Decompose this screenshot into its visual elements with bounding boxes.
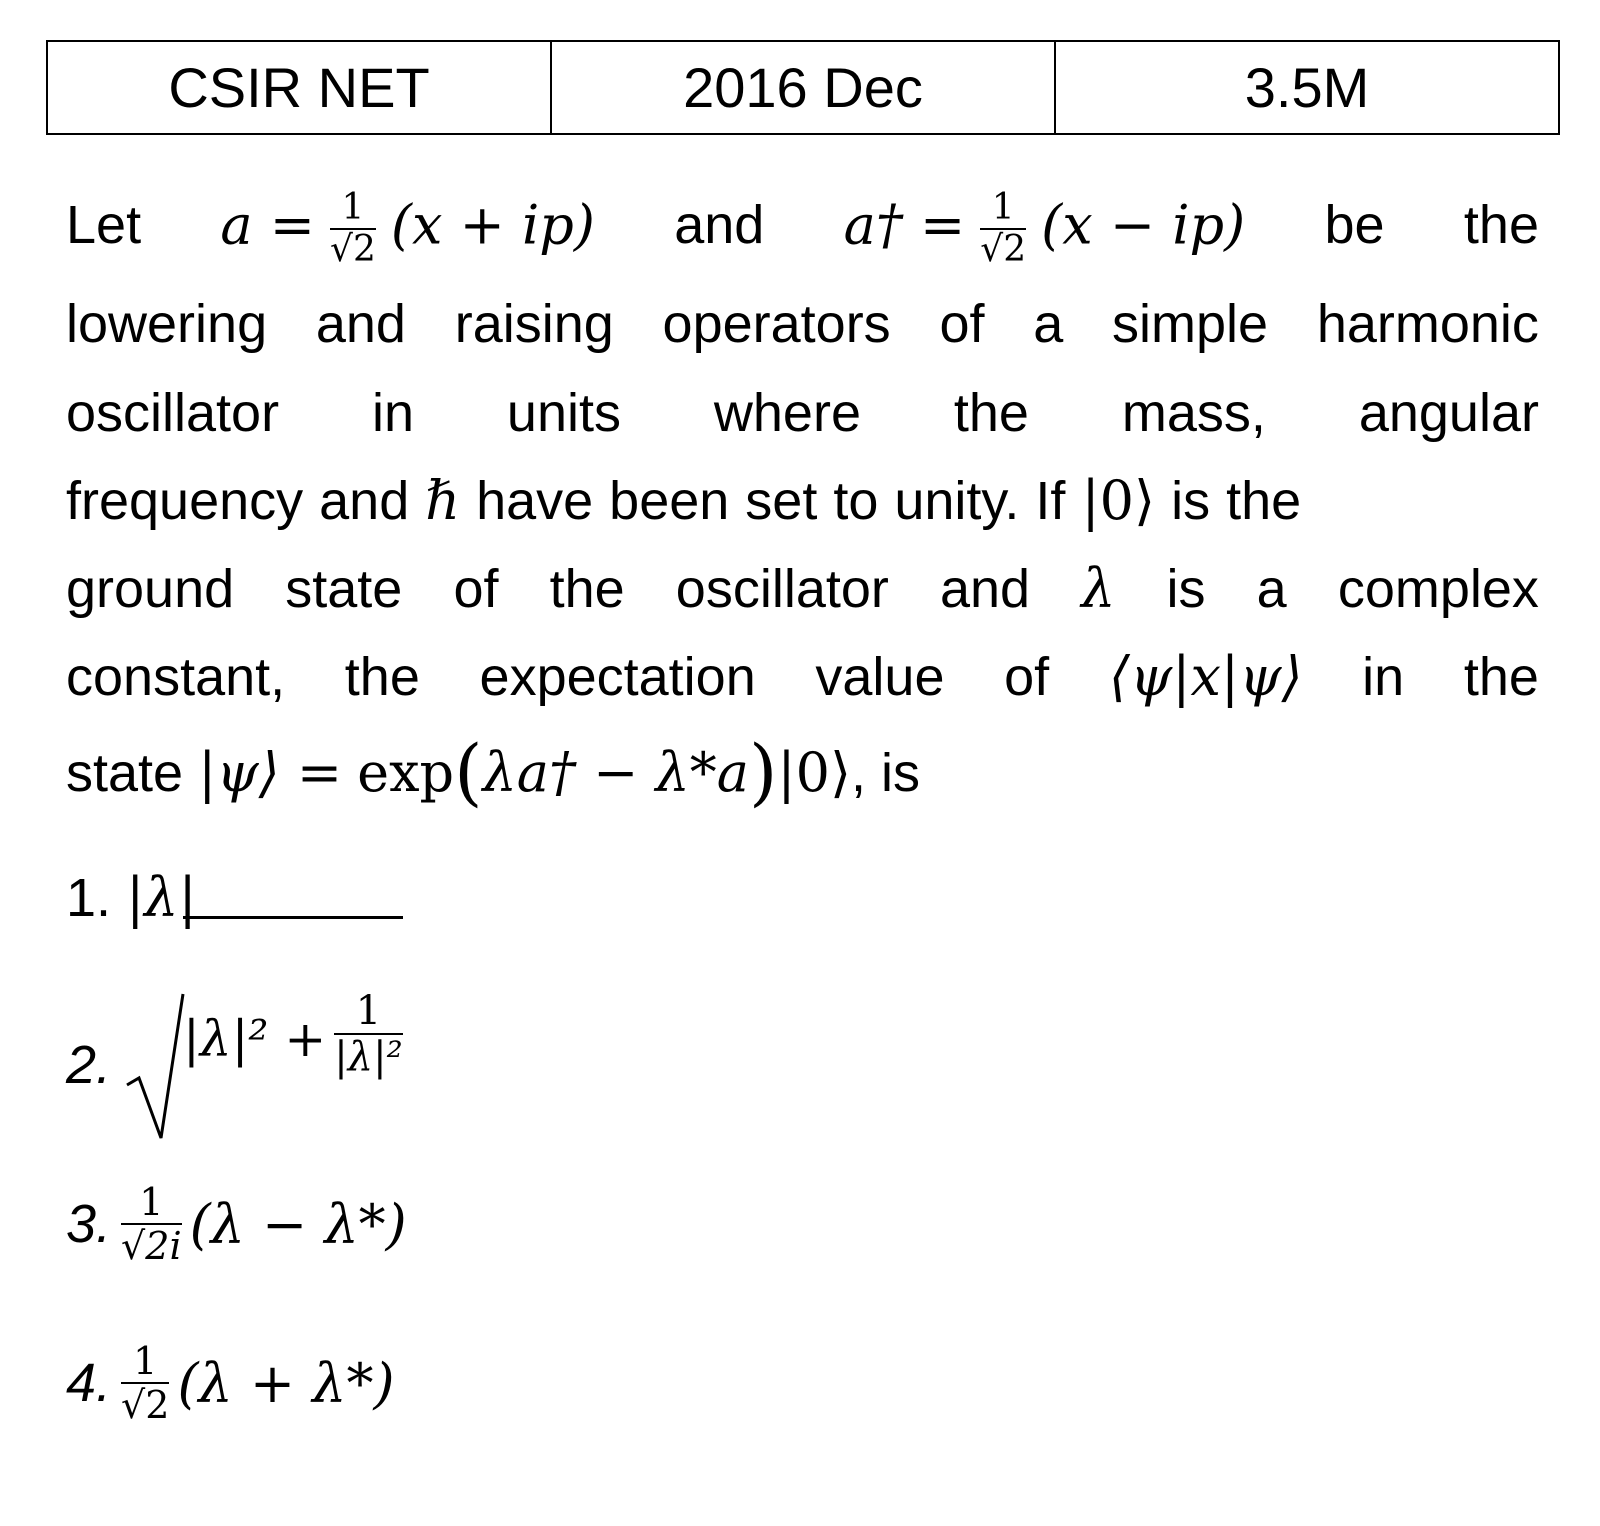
fraction-denominator: √2i — [121, 1224, 182, 1268]
word: mass, — [1121, 383, 1266, 443]
question-line-5 — [66, 557, 1539, 620]
fraction-denominator: √2 — [121, 1383, 170, 1427]
option-4 — [66, 1339, 395, 1427]
option-label: 2. — [66, 1035, 112, 1095]
fraction-numerator: 1 — [334, 991, 402, 1035]
displacement-argument: λa† − λ*a — [482, 741, 749, 805]
lowering-operator-definition — [220, 187, 595, 270]
a-def-lhs: a = — [220, 193, 316, 257]
word: is — [1166, 559, 1206, 619]
exam-name-cell: CSIR NET — [47, 41, 551, 134]
word: operators — [662, 294, 891, 354]
radical-sign-icon — [125, 990, 185, 1140]
a-def-rhs: (x + ip) — [390, 193, 595, 257]
word: oscillator — [675, 559, 889, 619]
text-segment: frequency and — [66, 471, 410, 531]
option-expression: (λ − λ*) — [189, 1192, 407, 1256]
fraction-numerator: 1 — [121, 1183, 182, 1225]
option-expression: |λ| — [126, 866, 197, 929]
radicand-term: |λ|² + — [183, 1009, 327, 1068]
word: angular — [1358, 383, 1539, 443]
word: harmonic — [1316, 294, 1539, 354]
option-1 — [66, 866, 197, 929]
word: in — [371, 383, 415, 443]
ground-state-ket: |0⟩ — [1081, 469, 1156, 532]
word: value — [815, 647, 945, 707]
psi-ket-equals: |ψ⟩ = — [198, 741, 343, 805]
question-line-4 — [66, 469, 1539, 532]
word: complex — [1337, 559, 1539, 619]
word: of — [939, 294, 985, 354]
word: the — [344, 647, 420, 707]
square-root-expression — [125, 990, 185, 1140]
one-over-root-two-fraction — [121, 1339, 170, 1427]
word: and — [939, 559, 1031, 619]
right-paren: ) — [748, 730, 778, 815]
word: of — [1004, 647, 1050, 707]
exp-function: exp — [357, 741, 455, 805]
text-segment: have been set to unity. If — [476, 471, 1066, 531]
one-over-root-two-fraction — [980, 187, 1027, 270]
question-line-7 — [66, 730, 1539, 815]
fraction-numerator: 1 — [330, 190, 376, 230]
fraction-denominator: √2 — [980, 229, 1027, 270]
fraction-denominator: |λ|² — [334, 1033, 403, 1080]
word: constant, — [66, 647, 286, 707]
option-label: 3. — [66, 1194, 112, 1254]
word: of — [453, 559, 499, 619]
word: in — [1362, 647, 1405, 707]
word: the — [953, 383, 1029, 443]
fraction-denominator: √2 — [330, 229, 376, 270]
radicand — [183, 916, 403, 1080]
word: ground — [66, 559, 235, 619]
text-segment: is the — [1171, 471, 1302, 531]
word: and — [315, 294, 406, 354]
hbar-symbol: ℏ — [425, 469, 461, 532]
word: state — [285, 559, 403, 619]
word: oscillator — [66, 383, 280, 443]
marks-cell: 3.5M — [1055, 41, 1559, 134]
one-over-root-two-i-fraction — [121, 1180, 182, 1268]
word-the: the — [1463, 195, 1539, 256]
raising-operator-definition — [843, 187, 1246, 270]
word: units — [506, 383, 621, 443]
word-and: and — [674, 195, 765, 256]
header-table — [46, 40, 1560, 135]
lambda-symbol: λ — [1081, 557, 1116, 620]
adag-def-rhs: (x − ip) — [1041, 193, 1246, 257]
word: expectation — [479, 647, 756, 707]
fraction-numerator: 1 — [121, 1342, 169, 1384]
exam-session-cell: 2016 Dec — [551, 41, 1055, 134]
question-line-6 — [66, 645, 1539, 708]
inverse-lambda-squared-fraction — [334, 987, 403, 1080]
text-segment: , is — [851, 743, 921, 804]
word: a — [1033, 294, 1064, 354]
ground-state-ket: |0⟩ — [777, 741, 852, 805]
fraction-numerator: 1 — [980, 190, 1026, 230]
word: where — [713, 383, 861, 443]
word-be: be — [1324, 195, 1385, 256]
word: lowering — [66, 294, 268, 354]
question-line-3 — [66, 383, 1539, 443]
question-line-2 — [66, 294, 1539, 354]
word: the — [1463, 647, 1539, 707]
word: simple — [1112, 294, 1269, 354]
option-2 — [66, 987, 403, 1140]
word: raising — [454, 294, 614, 354]
option-expression: (λ + λ*) — [177, 1351, 395, 1415]
word: a — [1256, 559, 1287, 619]
option-label: 1. — [66, 868, 112, 928]
left-paren: ( — [454, 730, 483, 815]
question-line-1 — [66, 187, 1539, 270]
word-state: state — [66, 743, 184, 804]
word: the — [549, 559, 625, 619]
option-label: 4. — [66, 1353, 112, 1413]
word-let: Let — [66, 195, 142, 256]
expectation-bracket: ⟨ψ|x|ψ⟩ — [1108, 645, 1303, 708]
one-over-root-two-fraction — [330, 187, 376, 270]
adag-def-lhs: a† = — [843, 193, 966, 257]
option-3 — [66, 1180, 407, 1268]
